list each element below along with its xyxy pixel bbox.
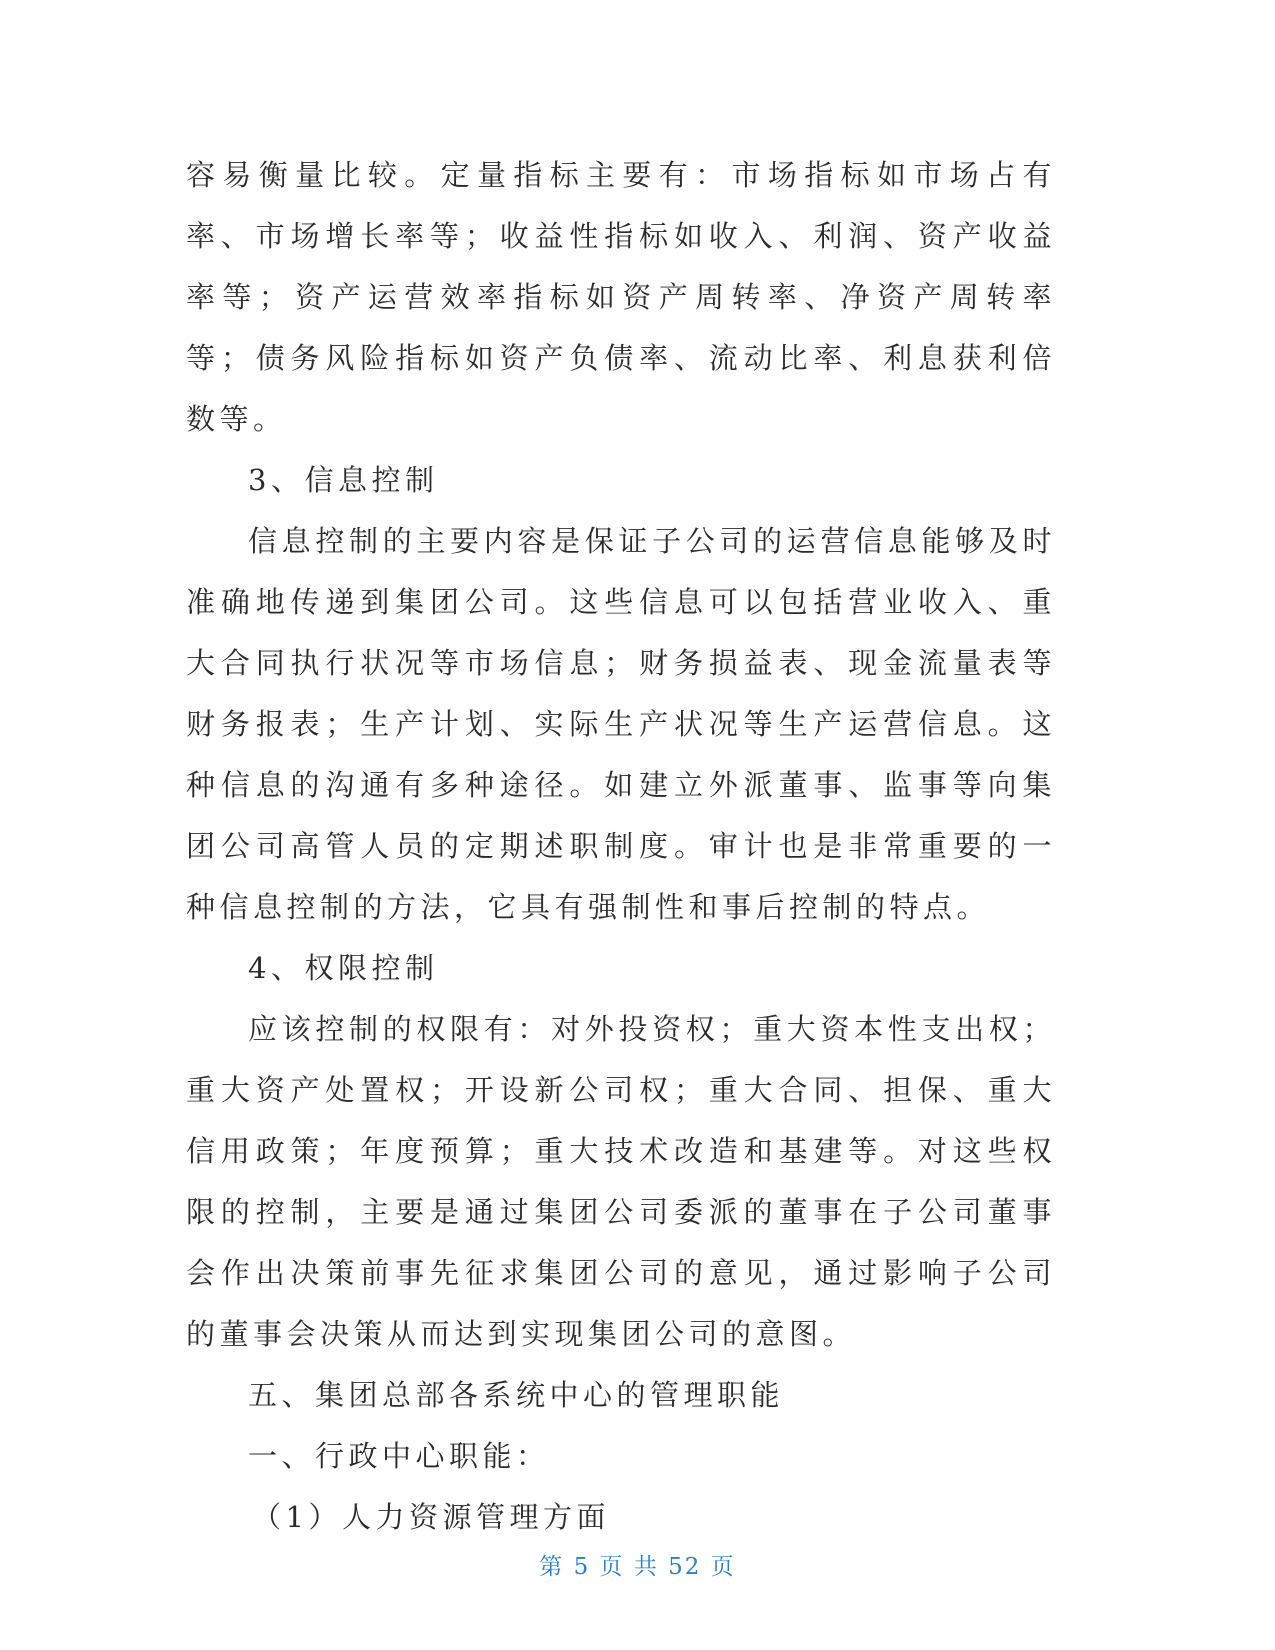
paragraph-quantitative-indicators: 容易衡量比较。定量指标主要有：市场指标如市场占有率、市场增长率等；收益性指标如收入、利润、资产收益率等；资产运营效率指标如资产周转率、净资产周转率等；债务风险指标如资产负债率、流动比率、利息获利倍数等。 [186, 158, 1056, 436]
paragraph-information-control: 信息控制的主要内容是保证子公司的运营信息能够及时准确地传递到集团公司。这些信息可以包括营业收入、重大合同执行状况等市场信息；财务损益表、现金流量表等财务报表；生产计划、实际生产状况等生产运营信息。这种信息的沟通有多种途径。如建立外派董事、监事等向集团公司高管人员的定期述职制度。审计也是非常重要的一种信息控制的方法，它具有强制性和事后控制的特点。 [186, 524, 1056, 924]
heading-admin-center: 一、行政中心职能： [248, 1439, 550, 1473]
paragraph-authority-control: 应该控制的权限有：对外投资权；重大资本性支出权；重大资产处置权；开设新公司权；重大合同、担保、重大信用政策；年度预算；重大技术改造和基建等。对这些权限的控制，主要是通过集团公司委派的董事在子公司董事会作出决策前事先征求集团公司的意见，通过影响子公司的董事会决策从而达到实现集团公司的意图。 [186, 1012, 1056, 1351]
heading-information-control: 3、信息控制 [248, 463, 439, 497]
heading-authority-control: 4、权限控制 [248, 951, 439, 985]
heading-hr-management: （1）人力资源管理方面 [252, 1500, 610, 1534]
page-number-footer: 第 5 页 共 52 页 [539, 1554, 736, 1580]
heading-section-five: 五、集团总部各系统中心的管理职能 [248, 1378, 785, 1412]
document-body [186, 145, 1056, 1548]
